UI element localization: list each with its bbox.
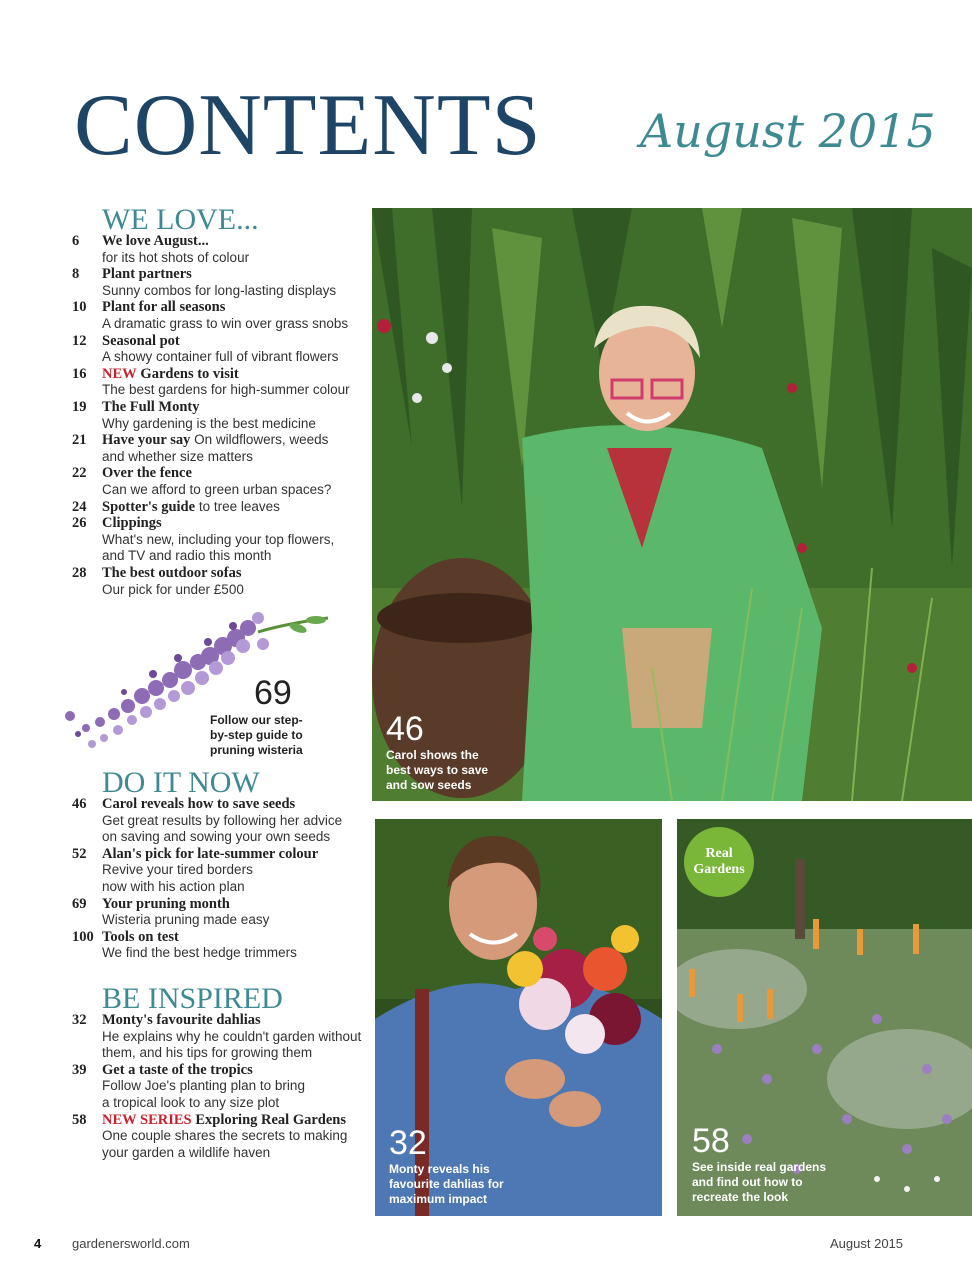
wisteria-page-number: 69 <box>254 674 292 712</box>
entry-desc: Our pick for under £500 <box>102 581 244 597</box>
entry-title: Have your say <box>102 432 191 449</box>
entry-title: Exploring Real Gardens <box>195 1111 347 1128</box>
entry-page-number: 12 <box>72 332 87 349</box>
entry-desc: The best gardens for high-summer colour <box>102 382 350 398</box>
entry-desc: Wisteria pruning made easy <box>102 912 270 928</box>
entry-inline-desc: to tree leaves <box>198 498 280 514</box>
entry-page-number: 19 <box>72 399 87 415</box>
entry-title: Spotter's guide <box>102 498 196 515</box>
contents-entry <box>72 299 362 332</box>
entry-title: The best outdoor sofas <box>102 565 242 581</box>
contents-entry <box>72 846 362 896</box>
entry-page-number: 24 <box>72 498 87 515</box>
footer-page-number: 4 <box>34 1236 42 1251</box>
entry-page-number: 28 <box>72 565 87 581</box>
section-heading-do-it-now: DO IT NOW <box>102 766 260 799</box>
entry-page-number: 8 <box>72 266 80 283</box>
entry-title: Get a taste of the tropics <box>102 1061 253 1078</box>
entry-page-number: 69 <box>72 895 87 912</box>
entry-new-tag: NEW <box>102 365 137 382</box>
section-heading-we-love: WE LOVE... <box>102 203 259 236</box>
entry-page-number: 26 <box>72 515 87 532</box>
entry-title: Seasonal pot <box>102 332 180 349</box>
photo-carol-garden <box>372 208 972 801</box>
entry-desc: A showy container full of vibrant flowers <box>102 349 339 365</box>
entry-desc-2: now with his action plan <box>102 878 245 894</box>
entry-desc: Revive your tired borders <box>102 862 253 878</box>
entry-title: Your pruning month <box>102 895 230 912</box>
entry-title: Clippings <box>102 515 162 532</box>
monty-page-number: 32 <box>389 1124 427 1162</box>
entry-new-tag: NEW SERIES <box>102 1111 192 1128</box>
entry-desc: for its hot shots of colour <box>102 249 250 265</box>
entry-desc: What's new, including your top flowers, <box>102 531 335 547</box>
page-title: CONTENTS <box>74 77 542 174</box>
entry-title: Plant partners <box>102 266 192 283</box>
entry-desc: One couple shares the secrets to making <box>102 1128 348 1144</box>
entry-desc-2: a tropical look to any size plot <box>102 1094 280 1110</box>
entry-page-number: 32 <box>72 1012 87 1028</box>
contents-entry <box>72 266 362 299</box>
entry-page-number: 39 <box>72 1061 87 1078</box>
entry-desc: We find the best hedge trimmers <box>102 945 297 961</box>
entry-page-number: 100 <box>72 928 94 945</box>
entry-title: Tools on test <box>102 928 179 945</box>
contents-entry <box>72 896 362 929</box>
contents-entry <box>72 796 362 846</box>
contents-entry <box>72 366 362 399</box>
entry-desc-2: your garden a wildlife haven <box>102 1144 271 1160</box>
entry-title: Monty's favourite dahlias <box>102 1012 261 1028</box>
monty-caption: Monty reveals his favourite dahlias for maximum impact <box>389 1162 504 1206</box>
contents-entry <box>72 515 362 565</box>
entry-desc: He explains why he couldn't garden without <box>102 1028 362 1044</box>
entry-desc-2: them, and his tips for growing them <box>102 1045 313 1060</box>
entry-desc: Can we afford to green urban spaces? <box>102 481 332 497</box>
entry-desc: Sunny combos for long-lasting displays <box>102 282 337 298</box>
entry-page-number: 21 <box>72 432 87 449</box>
contents-entry <box>72 399 362 432</box>
entry-desc: Why gardening is the best medicine <box>102 415 316 431</box>
carol-caption: Carol shows the best ways to save and sow seeds <box>386 748 489 792</box>
contents-entry <box>72 1112 362 1162</box>
contents-entry <box>72 929 362 962</box>
real-gardens-caption: See inside real gardens and find out how to recreate the look <box>692 1160 827 1204</box>
footer-site: gardenersworld.com <box>72 1236 190 1251</box>
entry-desc-2: and TV and radio this month <box>102 548 272 564</box>
entry-title: The Full Monty <box>102 399 200 415</box>
entry-title: Alan's pick for late-summer colour <box>102 845 319 862</box>
entry-desc: and whether size matters <box>102 448 253 464</box>
section-heading-be-inspired: BE INSPIRED <box>102 982 283 1015</box>
issue-date: August 2015 <box>640 104 936 158</box>
entry-title: Over the fence <box>102 465 192 482</box>
entry-page-number: 58 <box>72 1111 87 1128</box>
entry-desc-2: on saving and sowing your own seeds <box>102 829 331 844</box>
entry-title: Gardens to visit <box>140 365 239 382</box>
entry-inline-desc: On wildflowers, weeds <box>194 432 329 448</box>
contents-entry <box>72 333 362 366</box>
contents-entry <box>72 565 362 598</box>
entry-title: We love August... <box>102 233 209 249</box>
real-gardens-badge: Real Gardens <box>684 827 754 897</box>
entry-desc: Follow Joe's planting plan to bring <box>102 1078 305 1094</box>
contents-entry <box>72 499 362 516</box>
entry-desc: A dramatic grass to win over grass snobs <box>102 315 349 331</box>
entry-page-number: 46 <box>72 796 87 812</box>
entry-desc: Get great results by following her advice <box>102 812 343 828</box>
contents-entry <box>72 1062 362 1112</box>
contents-entry <box>72 233 362 266</box>
real-gardens-page-number: 58 <box>692 1122 730 1160</box>
footer-issue: August 2015 <box>830 1236 904 1251</box>
contents-entry <box>72 1012 362 1062</box>
entry-page-number: 22 <box>72 465 87 482</box>
wisteria-caption: Follow our step-by-step guide to pruning wisteria <box>210 713 303 757</box>
entry-page-number: 16 <box>72 365 87 382</box>
carol-page-number: 46 <box>386 710 424 748</box>
contents-entry <box>72 432 362 465</box>
entry-page-number: 10 <box>72 299 87 316</box>
contents-entry <box>72 465 362 498</box>
entry-title: Carol reveals how to save seeds <box>102 796 296 812</box>
entry-title: Plant for all seasons <box>102 299 226 316</box>
entry-page-number: 6 <box>72 233 80 249</box>
entry-page-number: 52 <box>72 845 87 862</box>
